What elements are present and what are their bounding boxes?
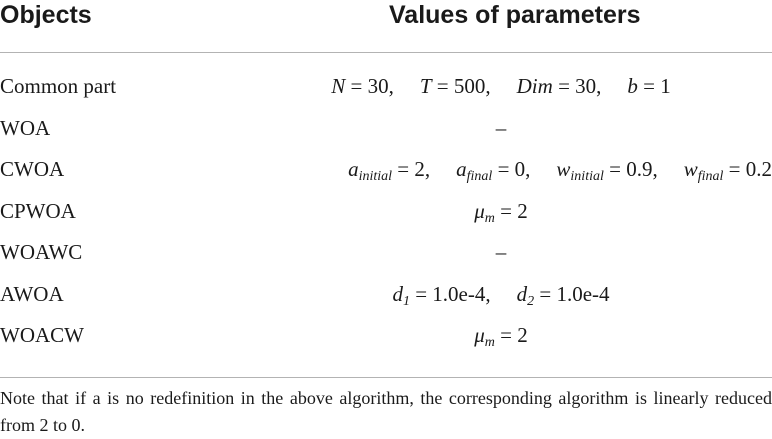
object-name: CPWOA [0,199,76,223]
parameter-term: Dim = 30, [516,74,602,98]
parameter-term: $\mu_m = 2$ [474,199,528,226]
table-row [0,318,772,352]
header-objects: Objects [0,1,92,29]
table-row [0,194,772,228]
parameter-term: – [495,116,507,140]
parameter-term: $d_1 = 1.0e-4$, [392,282,491,309]
object-name: CWOA [0,157,65,181]
parameter-term: b = 1 [627,74,671,98]
parameter-values [230,152,772,186]
parameter-values [230,318,772,352]
parameter-term: $w_{initial} = 0.9$, [556,157,658,184]
table-row [0,277,772,311]
object-name: WOACW [0,323,84,347]
parameter-values [230,111,772,145]
parameter-term: $d_2 = 1.0e-4$ [516,282,610,309]
parameter-term: T = 500, [419,74,491,98]
object-name: AWOA [0,282,64,306]
parameter-values [230,235,772,269]
header-values: Values of parameters [389,1,641,29]
object-name: WOAWC [0,240,83,264]
footer-divider [0,377,772,378]
table-row [0,69,772,103]
parameter-term: $a_{initial} = 2$, [348,157,431,184]
parameter-values [230,194,772,228]
parameter-values [230,277,772,311]
object-name: WOA [0,116,51,140]
object-name: Common part [0,74,117,98]
header-divider [0,52,772,53]
parameter-term: $a_{final} = 0$, [456,157,531,184]
parameter-term: $w_{final} = 0.2$ [683,157,772,184]
table-row [0,235,772,269]
parameter-term: – [495,240,507,264]
table-row [0,152,772,186]
parameter-values [230,69,772,103]
table-row [0,111,772,145]
table-note: Note that if a is no redefinition in the above algorithm, the corresponding algorithm is linearly reduced from 2 to 0. [0,388,772,435]
parameter-term: $\mu_m = 2$ [474,323,528,350]
parameter-term: N = 30, [331,74,394,98]
